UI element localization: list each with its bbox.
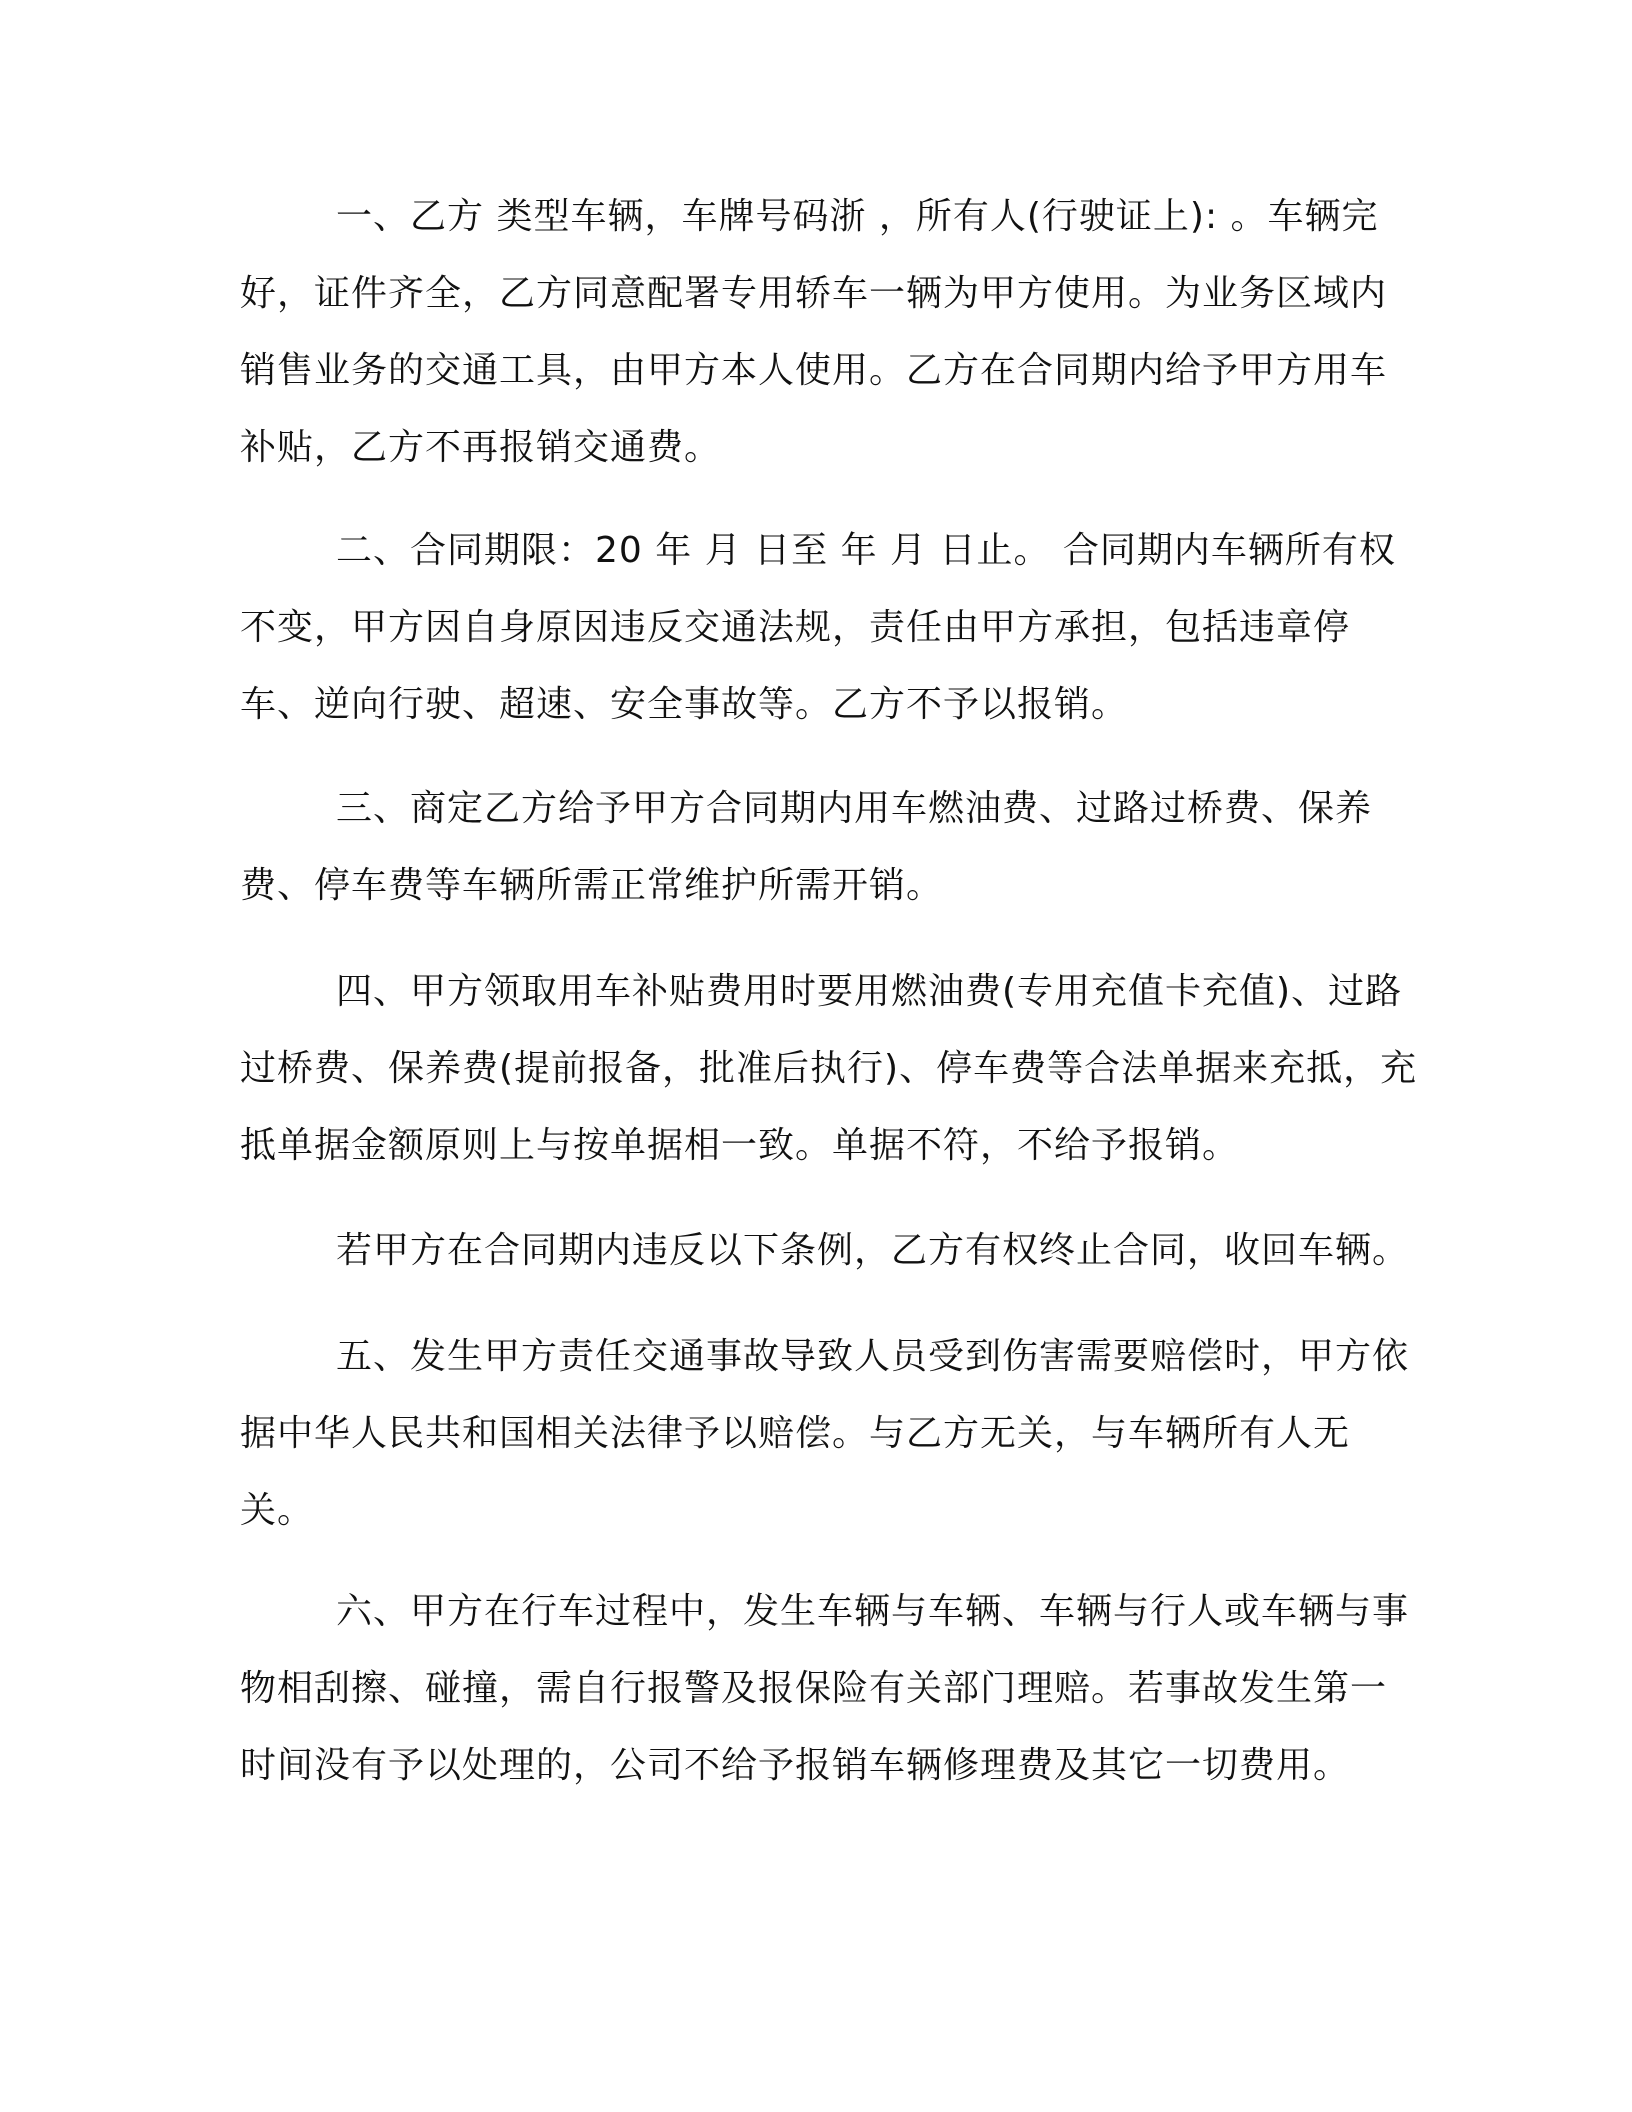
clause-2-paragraph: 二、合同期限：20 年 月 日至 年 月 日止。 合同期内车辆所有权不变，甲方因自身原因违反交通法规，责任由甲方承担，包括违章停车、逆向行驶、超速、安全事故等。乙方不予以报销。 [240, 530, 1396, 725]
clause-1-paragraph: 一、乙方 类型车辆，车牌号码浙 ，所有人(行驶证上): 。车辆完好，证件齐全，乙方同意配署专用轿车一辆为甲方使用。为业务区域内销售业务的交通工具，由甲方本人使用。乙方在合同期内给予甲方用车补贴，乙方不再报销交通费。 [240, 196, 1388, 468]
termination-note-paragraph: 若甲方在合同期内违反以下条例，乙方有权终止合同，收回车辆。 [336, 1230, 1410, 1271]
clause-5-paragraph: 五、发生甲方责任交通事故导致人员受到伤害需要赔偿时，甲方依据中华人民共和国相关法律予以赔偿。与乙方无关，与车辆所有人无关。 [240, 1336, 1410, 1531]
clause-6-paragraph: 六、甲方在行车过程中，发生车辆与车辆、车辆与行人或车辆与事物相刮擦、碰撞，需自行报警及报保险有关部门理赔。若事故发生第一时间没有予以处理的，公司不给予报销车辆修理费及其它一切费用。 [240, 1591, 1410, 1786]
clause-3-paragraph: 三、商定乙方给予甲方合同期内用车燃油费、过路过桥费、保养费、停车费等车辆所需正常维护所需开销。 [240, 788, 1373, 906]
clause-4-paragraph: 四、甲方领取用车补贴费用时要用燃油费(专用充值卡充值)、过路过桥费、保养费(提前报备，批准后执行)、停车费等合法单据来充抵，充抵单据金额原则上与按单据相一致。单据不符，不给予报销。 [240, 971, 1418, 1166]
